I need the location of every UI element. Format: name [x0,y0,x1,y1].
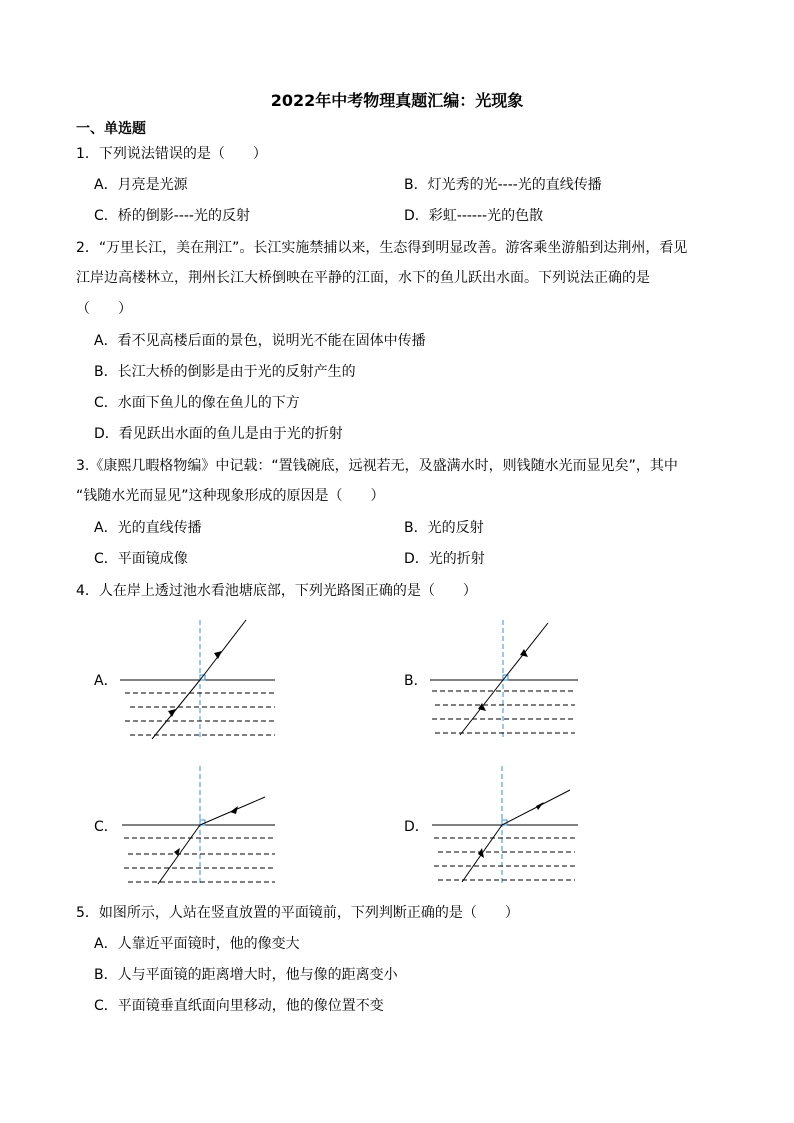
q4-diagram-a [110,615,290,745]
q3-option-b: B．光的反射 [404,520,484,536]
q4-option-c-label: C． [94,819,118,835]
q1-option-d: D．彩虹------光的色散 [404,208,544,224]
q3-option-a: A．光的直线传播 [94,520,202,536]
q1-option-b: B．灯光秀的光----光的直线传播 [404,177,602,193]
q3-option-d: D．光的折射 [404,551,485,567]
q3-option-c: C．平面镜成像 [94,551,188,567]
q4-option-d-label: D． [404,819,429,835]
q1-option-a: A．月亮是光源 [94,177,188,193]
q5-option-c: C．平面镜垂直纸面向里移动，他的像位置不变 [94,998,384,1014]
q4-option-a-label: A． [94,673,118,689]
q1-option-c: C．桥的倒影----光的反射 [94,208,250,224]
q2-stem-line3: （ ） [76,301,132,317]
q2-option-b: B．长江大桥的倒影是由于光的反射产生的 [94,364,356,380]
q2-stem-line2: 江岸边高楼林立，荆州长江大桥倒映在平静的江面，水下的鱼儿跃出水面。下列说法正确的是 [76,270,650,286]
q3-stem-line2: “钱随水光而显见”这种现象形成的原因是（ ） [76,488,385,504]
q4-option-b-label: B． [404,673,428,689]
q2-stem-line1: 2．“万里长江，美在荆江”。长江实施禁捕以来，生态得到明显改善。游客乘坐游船到达荆州，看见 [76,240,688,256]
q3-stem-line1: 3.《康熙几暇格物编》中记载：“置钱碗底，远视若无，及盛满水时，则钱随水光而显见矣”，其中 [76,458,678,474]
q2-option-c: C．水面下鱼儿的像在鱼儿的下方 [94,395,300,411]
q4-diagram-b [420,615,600,745]
page-title: 2022年中考物理真题汇编：光现象 [270,91,524,110]
q2-option-d: D．看见跃出水面的鱼儿是由于光的折射 [94,426,343,442]
q5-option-b: B．人与平面镜的距离增大时，他与像的距离变小 [94,967,398,983]
q2-option-a: A．看不见高楼后面的景色，说明光不能在固体中传播 [94,333,426,349]
q4-diagram-d [420,762,600,890]
q4-stem: 4．人在岸上透过池水看池塘底部，下列光路图正确的是（ ） [76,583,477,599]
q1-stem: 1．下列说法错误的是（ ） [76,146,267,162]
section-heading: 一、单选题 [76,121,146,137]
q4-diagram-c [110,762,290,890]
q5-option-a: A．人靠近平面镜时，他的像变大 [94,936,300,952]
q5-stem: 5．如图所示，人站在竖直放置的平面镜前，下列判断正确的是（ ） [76,905,519,921]
